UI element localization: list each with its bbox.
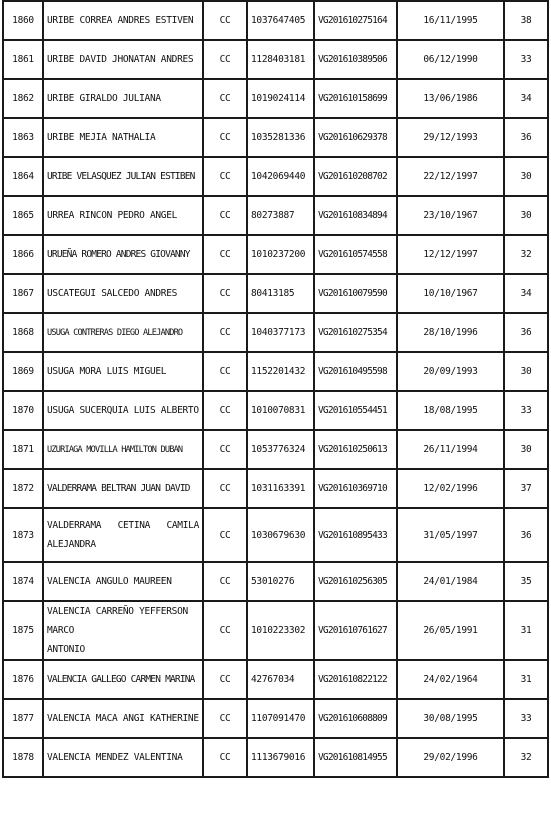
table-row — [3, 430, 548, 469]
registration-code: VG201610256305 — [314, 562, 397, 601]
person-name — [43, 601, 203, 660]
age-value: 36 — [504, 313, 548, 352]
table-row — [3, 660, 548, 699]
document-number: 1035281336 — [247, 118, 314, 157]
date-value: 30/08/1995 — [397, 699, 504, 738]
row-number: 1878 — [3, 738, 43, 777]
table-row — [3, 196, 548, 235]
date-value: 13/06/1986 — [397, 79, 504, 118]
row-number: 1873 — [3, 508, 43, 562]
document-number: 1128403181 — [247, 40, 314, 79]
document-type: CC — [203, 699, 247, 738]
registration-code: VG201610275354 — [314, 313, 397, 352]
person-name: URREA RINCON PEDRO ANGEL — [43, 196, 203, 235]
document-number: 1031163391 — [247, 469, 314, 508]
date-value: 18/08/1995 — [397, 391, 504, 430]
person-name — [43, 508, 203, 562]
document-number: 1019024114 — [247, 79, 314, 118]
row-number: 1860 — [3, 1, 43, 40]
age-value: 31 — [504, 601, 548, 660]
table-row — [3, 469, 548, 508]
document-type: CC — [203, 157, 247, 196]
table-row — [3, 738, 548, 777]
person-name: USCATEGUI SALCEDO ANDRES — [43, 274, 203, 313]
person-name-line-2: ALEJANDRA — [47, 539, 96, 550]
document-number: 1040377173 — [247, 313, 314, 352]
table-row — [3, 601, 548, 660]
document-number: 1042069440 — [247, 157, 314, 196]
registration-code: VG201610158699 — [314, 79, 397, 118]
age-value: 37 — [504, 469, 548, 508]
document-number: 53010276 — [247, 562, 314, 601]
registration-code: VG201610822122 — [314, 660, 397, 699]
document-number: 1030679630 — [247, 508, 314, 562]
table-row — [3, 274, 548, 313]
date-value: 12/12/1997 — [397, 235, 504, 274]
row-number: 1863 — [3, 118, 43, 157]
registration-code: VG201610608809 — [314, 699, 397, 738]
document-type: CC — [203, 391, 247, 430]
document-type: CC — [203, 79, 247, 118]
age-value: 32 — [504, 738, 548, 777]
person-name: URIBE VELASQUEZ JULIAN ESTIBEN — [43, 157, 203, 196]
row-number: 1868 — [3, 313, 43, 352]
registration-code: VG201610389506 — [314, 40, 397, 79]
row-number: 1877 — [3, 699, 43, 738]
person-name: URIBE MEJIA NATHALIA — [43, 118, 203, 157]
person-name-line-1: VALDERRAMA CETINA CAMILA — [47, 520, 199, 531]
date-value: 29/12/1993 — [397, 118, 504, 157]
date-value: 16/11/1995 — [397, 1, 504, 40]
document-type: CC — [203, 508, 247, 562]
document-type: CC — [203, 40, 247, 79]
document-number: 1010070831 — [247, 391, 314, 430]
registration-code: VG201610761627 — [314, 601, 397, 660]
person-name: VALENCIA MENDEZ VALENTINA — [43, 738, 203, 777]
registration-code: VG201610369710 — [314, 469, 397, 508]
registration-code: VG201610629378 — [314, 118, 397, 157]
document-type: CC — [203, 352, 247, 391]
age-value: 33 — [504, 699, 548, 738]
age-value: 30 — [504, 196, 548, 235]
table-row — [3, 40, 548, 79]
date-value: 20/09/1993 — [397, 352, 504, 391]
date-value: 26/05/1991 — [397, 601, 504, 660]
age-value: 34 — [504, 79, 548, 118]
registration-code: VG201610574558 — [314, 235, 397, 274]
document-type: CC — [203, 235, 247, 274]
age-value: 33 — [504, 391, 548, 430]
date-value: 23/10/1967 — [397, 196, 504, 235]
registration-code: VG201610814955 — [314, 738, 397, 777]
date-value: 22/12/1997 — [397, 157, 504, 196]
row-number: 1871 — [3, 430, 43, 469]
document-type: CC — [203, 274, 247, 313]
age-value: 30 — [504, 157, 548, 196]
age-value: 33 — [504, 40, 548, 79]
table-row — [3, 235, 548, 274]
document-number: 1107091470 — [247, 699, 314, 738]
date-value: 10/10/1967 — [397, 274, 504, 313]
age-value: 36 — [504, 508, 548, 562]
document-number: 1010223302 — [247, 601, 314, 660]
age-value: 38 — [504, 1, 548, 40]
table-row — [3, 79, 548, 118]
table-row — [3, 508, 548, 562]
row-number: 1866 — [3, 235, 43, 274]
row-number: 1862 — [3, 79, 43, 118]
date-value: 26/11/1994 — [397, 430, 504, 469]
person-name-line-1: VALENCIA CARREÑO YEFFERSON MARCO — [47, 606, 188, 636]
document-number: 1053776324 — [247, 430, 314, 469]
person-name: VALDERRAMA BELTRAN JUAN DAVID — [43, 469, 203, 508]
row-number: 1875 — [3, 601, 43, 660]
table-row — [3, 562, 548, 601]
table-row — [3, 699, 548, 738]
age-value: 34 — [504, 274, 548, 313]
records-table — [2, 0, 549, 778]
person-name-line-2: ANTONIO — [47, 644, 85, 655]
row-number: 1865 — [3, 196, 43, 235]
age-value: 32 — [504, 235, 548, 274]
person-name: VALENCIA GALLEGO CARMEN MARINA — [43, 660, 203, 699]
registration-code: VG201610495598 — [314, 352, 397, 391]
registration-code: VG201610554451 — [314, 391, 397, 430]
document-type: CC — [203, 738, 247, 777]
document-type: CC — [203, 562, 247, 601]
document-number: 1010237200 — [247, 235, 314, 274]
document-type: CC — [203, 469, 247, 508]
document-number: 80273887 — [247, 196, 314, 235]
document-number: 42767034 — [247, 660, 314, 699]
registration-code: VG201610895433 — [314, 508, 397, 562]
date-value: 24/01/1984 — [397, 562, 504, 601]
registration-code: VG201610834894 — [314, 196, 397, 235]
age-value: 30 — [504, 430, 548, 469]
table-row — [3, 313, 548, 352]
person-name: USUGA CONTRERAS DIEGO ALEJANDRO — [43, 313, 203, 352]
person-name: USUGA MORA LUIS MIGUEL — [43, 352, 203, 391]
table-row — [3, 157, 548, 196]
table-row — [3, 391, 548, 430]
person-name: URIBE DAVID JHONATAN ANDRES — [43, 40, 203, 79]
registration-code: VG201610079590 — [314, 274, 397, 313]
date-value: 29/02/1996 — [397, 738, 504, 777]
age-value: 36 — [504, 118, 548, 157]
date-value: 31/05/1997 — [397, 508, 504, 562]
row-number: 1864 — [3, 157, 43, 196]
table-row — [3, 118, 548, 157]
document-number: 1113679016 — [247, 738, 314, 777]
date-value: 28/10/1996 — [397, 313, 504, 352]
age-value: 31 — [504, 660, 548, 699]
row-number: 1874 — [3, 562, 43, 601]
person-name: VALENCIA MACA ANGI KATHERINE — [43, 699, 203, 738]
document-number: 80413185 — [247, 274, 314, 313]
table-row — [3, 352, 548, 391]
person-name: URUEÑA ROMERO ANDRES GIOVANNY — [43, 235, 203, 274]
registration-code: VG201610275164 — [314, 1, 397, 40]
registration-code: VG201610208702 — [314, 157, 397, 196]
date-value: 24/02/1964 — [397, 660, 504, 699]
table-row — [3, 1, 548, 40]
date-value: 06/12/1990 — [397, 40, 504, 79]
document-type: CC — [203, 1, 247, 40]
document-type: CC — [203, 313, 247, 352]
row-number: 1872 — [3, 469, 43, 508]
document-type: CC — [203, 430, 247, 469]
person-name: UZURIAGA MOVILLA HAMILTON DUBAN — [43, 430, 203, 469]
registration-code: VG201610250613 — [314, 430, 397, 469]
document-number: 1037647405 — [247, 1, 314, 40]
person-name: VALENCIA ANGULO MAUREEN — [43, 562, 203, 601]
age-value: 30 — [504, 352, 548, 391]
row-number: 1869 — [3, 352, 43, 391]
document-type: CC — [203, 118, 247, 157]
person-name: URIBE GIRALDO JULIANA — [43, 79, 203, 118]
document-type: CC — [203, 601, 247, 660]
age-value: 35 — [504, 562, 548, 601]
row-number: 1861 — [3, 40, 43, 79]
document-number: 1152201432 — [247, 352, 314, 391]
row-number: 1870 — [3, 391, 43, 430]
document-type: CC — [203, 196, 247, 235]
document-type: CC — [203, 660, 247, 699]
date-value: 12/02/1996 — [397, 469, 504, 508]
person-name: USUGA SUCERQUIA LUIS ALBERTO — [43, 391, 203, 430]
person-name: URIBE CORREA ANDRES ESTIVEN — [43, 1, 203, 40]
row-number: 1867 — [3, 274, 43, 313]
row-number: 1876 — [3, 660, 43, 699]
